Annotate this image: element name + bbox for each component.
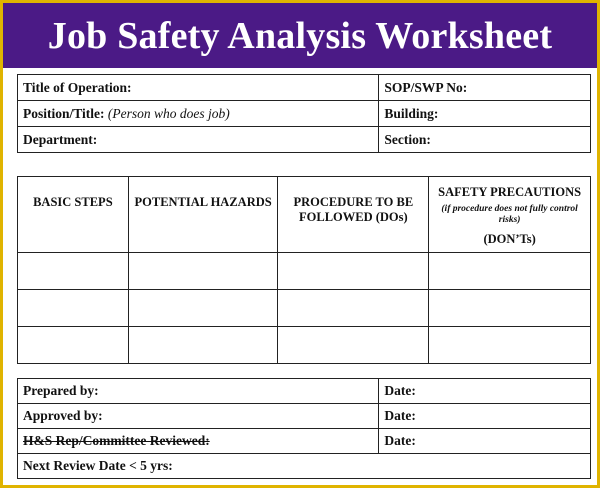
- cell-basic-step[interactable]: [18, 327, 129, 364]
- cell-hazard[interactable]: [128, 327, 278, 364]
- title-of-operation-label: Title of Operation:: [23, 79, 132, 95]
- hs-rep-date-field[interactable]: [379, 429, 591, 454]
- cell-precaution[interactable]: [429, 327, 591, 364]
- date-label: Date:: [384, 408, 416, 423]
- header-basic-steps: BASIC STEPS: [18, 177, 129, 253]
- table-row: [18, 404, 591, 429]
- table-row: [18, 75, 591, 101]
- date-label: Date:: [384, 383, 416, 398]
- cell-procedure[interactable]: [278, 327, 429, 364]
- job-steps-table: [17, 176, 591, 364]
- next-review-label: Next Review Date < 5 yrs:: [23, 458, 173, 473]
- position-title-field[interactable]: [18, 101, 379, 127]
- section-label: Section:: [384, 131, 431, 147]
- next-review-field[interactable]: [18, 454, 591, 479]
- table-row: [18, 379, 591, 404]
- approved-by-field[interactable]: [18, 404, 379, 429]
- title-banner: [3, 0, 597, 68]
- donts-label: (DON’Ts): [483, 232, 536, 246]
- header-procedure: PROCEDURE TO BE FOLLOWED (DOs): [278, 177, 429, 253]
- header-potential-hazards: POTENTIAL HAZARDS: [128, 177, 278, 253]
- safety-precautions-label: SAFETY PRECAUTIONS: [438, 185, 582, 199]
- section-field[interactable]: [379, 127, 591, 153]
- cell-hazard[interactable]: [128, 290, 278, 327]
- header-safety-precautions: [429, 177, 591, 253]
- approval-table: [17, 378, 591, 479]
- prepared-date-field[interactable]: [379, 379, 591, 404]
- hs-rep-field[interactable]: [18, 429, 379, 454]
- cell-precaution[interactable]: [429, 290, 591, 327]
- table-row: [18, 454, 591, 479]
- sop-swp-label: SOP/SWP No:: [384, 79, 468, 95]
- approved-by-label: Approved by:: [23, 408, 103, 423]
- table-row: [18, 290, 591, 327]
- cell-precaution[interactable]: [429, 253, 591, 290]
- approved-date-field[interactable]: [379, 404, 591, 429]
- cell-basic-step[interactable]: [18, 290, 129, 327]
- page-title: Job Safety Analysis Worksheet: [47, 14, 553, 57]
- table-row: [18, 253, 591, 290]
- cell-basic-step[interactable]: [18, 253, 129, 290]
- cell-hazard[interactable]: [128, 253, 278, 290]
- sop-swp-field[interactable]: [379, 75, 591, 101]
- table-row: [18, 127, 591, 153]
- position-title-label: Position/Title:: [23, 105, 105, 121]
- department-field[interactable]: [18, 127, 379, 153]
- title-of-operation-field[interactable]: [18, 75, 379, 101]
- table-row: [18, 429, 591, 454]
- table-row: [18, 101, 591, 127]
- building-field[interactable]: [379, 101, 591, 127]
- table-row: [18, 327, 591, 364]
- cell-procedure[interactable]: [278, 290, 429, 327]
- building-label: Building:: [384, 105, 439, 121]
- position-hint: (Person who does job): [107, 105, 230, 121]
- hs-rep-label: H&S Rep/Committee Reviewed:: [23, 433, 210, 448]
- prepared-by-field[interactable]: [18, 379, 379, 404]
- table-header-row: [18, 177, 591, 253]
- cell-procedure[interactable]: [278, 253, 429, 290]
- date-label: Date:: [384, 433, 416, 448]
- department-label: Department:: [23, 131, 98, 147]
- safety-note: (if procedure does not fully control risks): [441, 204, 578, 225]
- prepared-by-label: Prepared by:: [23, 383, 99, 398]
- operation-info-table: [17, 74, 591, 153]
